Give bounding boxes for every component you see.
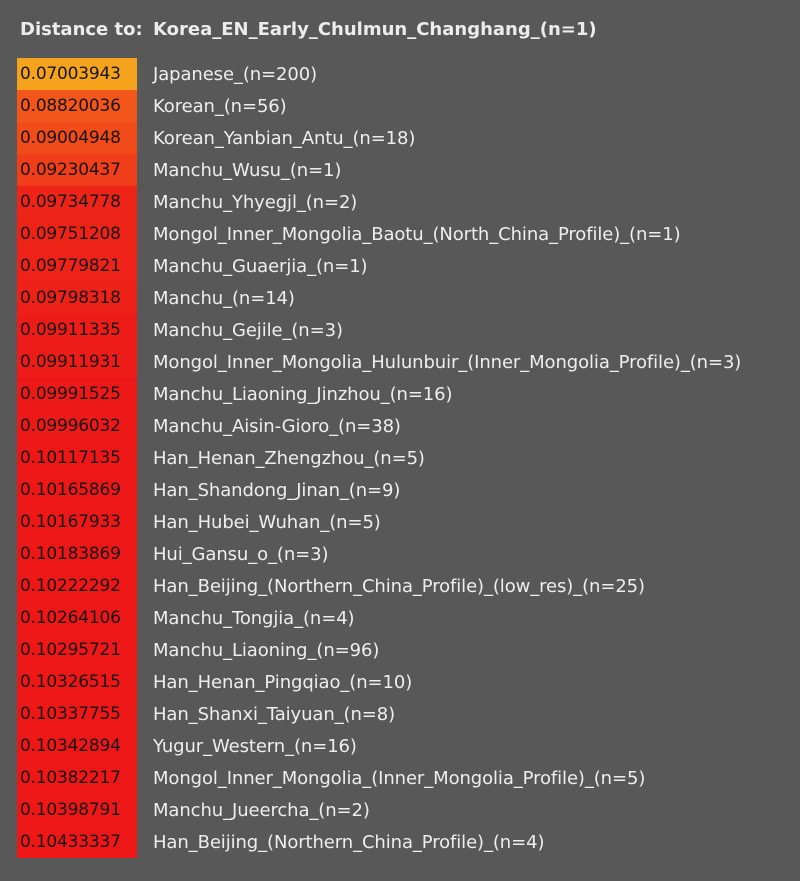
population-name: Yugur_Western_(n=16) xyxy=(153,735,357,757)
distance-value-cell: 0.09798318 xyxy=(17,282,137,314)
distance-row xyxy=(17,282,741,314)
population-name: Mongol_Inner_Mongolia_(Inner_Mongolia_Profile)_(n=5) xyxy=(153,767,646,789)
population-name: Mongol_Inner_Mongolia_Baotu_(North_China_Profile)_(n=1) xyxy=(153,223,681,245)
target-sample-name: Korea_EN_Early_Chulmun_Changhang_(n=1) xyxy=(153,18,597,40)
distance-to-label: Distance to: xyxy=(20,18,143,40)
population-name: Manchu_Guaerjia_(n=1) xyxy=(153,255,368,277)
distance-value-cell: 0.09911931 xyxy=(17,346,137,378)
distance-row xyxy=(17,602,741,634)
population-name: Manchu_Aisin-Gioro_(n=38) xyxy=(153,415,401,437)
population-name: Han_Beijing_(Northern_China_Profile)_(low_res)_(n=25) xyxy=(153,575,645,597)
distance-value-cell: 0.10222292 xyxy=(17,570,137,602)
distance-row xyxy=(17,506,741,538)
population-name: Hui_Gansu_o_(n=3) xyxy=(153,543,329,565)
population-name: Manchu_Wusu_(n=1) xyxy=(153,159,342,181)
distance-row xyxy=(17,666,741,698)
distance-row xyxy=(17,826,741,858)
distance-row xyxy=(17,698,741,730)
distance-row xyxy=(17,762,741,794)
distance-row xyxy=(17,538,741,570)
distance-value-cell: 0.09004948 xyxy=(17,122,137,154)
population-name: Manchu_Gejile_(n=3) xyxy=(153,319,343,341)
distance-row xyxy=(17,474,741,506)
population-name: Han_Shanxi_Taiyuan_(n=8) xyxy=(153,703,396,725)
distance-row xyxy=(17,346,741,378)
distance-row xyxy=(17,730,741,762)
distance-row xyxy=(17,58,741,90)
distance-row xyxy=(17,442,741,474)
population-name: Manchu_Tongjia_(n=4) xyxy=(153,607,355,629)
population-name: Han_Henan_Pingqiao_(n=10) xyxy=(153,671,413,693)
distance-value-cell: 0.09996032 xyxy=(17,410,137,442)
distance-row xyxy=(17,410,741,442)
population-name: Han_Beijing_(Northern_China_Profile)_(n=4) xyxy=(153,831,545,853)
distance-row xyxy=(17,570,741,602)
population-name: Han_Hubei_Wuhan_(n=5) xyxy=(153,511,381,533)
distance-row xyxy=(17,314,741,346)
distance-value-cell: 0.10382217 xyxy=(17,762,137,794)
distance-value-cell: 0.09734778 xyxy=(17,186,137,218)
population-name: Korean_(n=56) xyxy=(153,95,287,117)
population-name: Han_Shandong_Jinan_(n=9) xyxy=(153,479,401,501)
distance-row xyxy=(17,154,741,186)
distance-row xyxy=(17,122,741,154)
population-name: Japanese_(n=200) xyxy=(153,63,318,85)
distance-value-cell: 0.09779821 xyxy=(17,250,137,282)
distance-value-cell: 0.08820036 xyxy=(17,90,137,122)
distance-value-cell: 0.10398791 xyxy=(17,794,137,826)
distance-value-cell: 0.09751208 xyxy=(17,218,137,250)
population-name: Manchu_Jueercha_(n=2) xyxy=(153,799,370,821)
distance-value-cell: 0.10342894 xyxy=(17,730,137,762)
distance-row xyxy=(17,634,741,666)
distance-value-cell: 0.10264106 xyxy=(17,602,137,634)
population-name: Mongol_Inner_Mongolia_Hulunbuir_(Inner_Mongolia_Profile)_(n=3) xyxy=(153,351,742,373)
distance-row xyxy=(17,90,741,122)
population-name: Han_Henan_Zhengzhou_(n=5) xyxy=(153,447,425,469)
distance-value-cell: 0.10117135 xyxy=(17,442,137,474)
distance-list xyxy=(17,58,741,858)
population-name: Manchu_(n=14) xyxy=(153,287,295,309)
distance-value-cell: 0.10337755 xyxy=(17,698,137,730)
distance-value-cell: 0.10326515 xyxy=(17,666,137,698)
distance-value-cell: 0.10433337 xyxy=(17,826,137,858)
distance-value-cell: 0.09991525 xyxy=(17,378,137,410)
distance-value-cell: 0.10183869 xyxy=(17,538,137,570)
distance-value-cell: 0.10295721 xyxy=(17,634,137,666)
population-name: Manchu_Liaoning_(n=96) xyxy=(153,639,380,661)
distance-row xyxy=(17,794,741,826)
population-name: Manchu_Yhyegjl_(n=2) xyxy=(153,191,358,213)
distance-value-cell: 0.07003943 xyxy=(17,58,137,90)
distance-row xyxy=(17,218,741,250)
distance-value-cell: 0.09230437 xyxy=(17,154,137,186)
distance-row xyxy=(17,378,741,410)
distance-value-cell: 0.10165869 xyxy=(17,474,137,506)
distance-value-cell: 0.09911335 xyxy=(17,314,137,346)
population-name: Manchu_Liaoning_Jinzhou_(n=16) xyxy=(153,383,453,405)
distance-row xyxy=(17,186,741,218)
distance-row xyxy=(17,250,741,282)
results-header xyxy=(20,14,597,44)
distance-value-cell: 0.10167933 xyxy=(17,506,137,538)
population-name: Korean_Yanbian_Antu_(n=18) xyxy=(153,127,416,149)
